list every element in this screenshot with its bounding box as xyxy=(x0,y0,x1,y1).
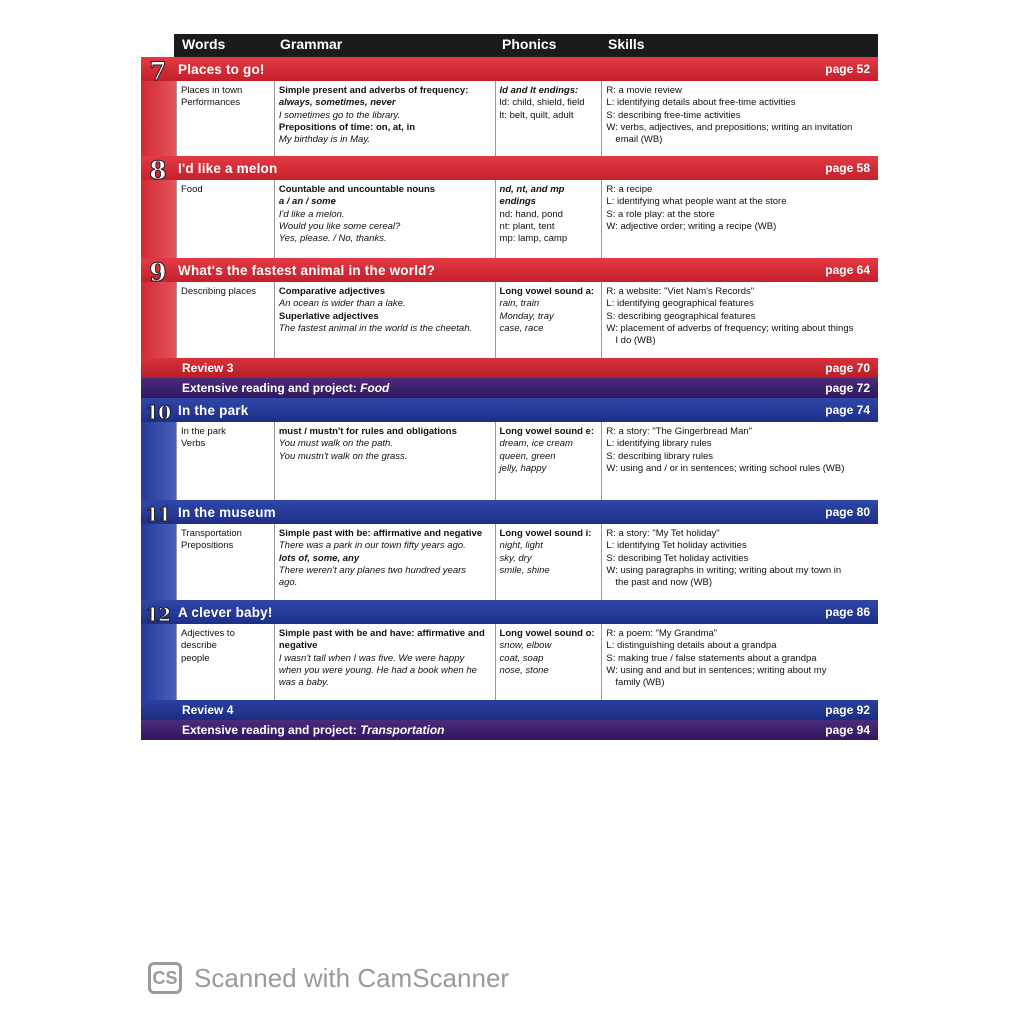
header-words: Words xyxy=(182,36,226,52)
unit-grammar-cell xyxy=(275,81,496,156)
unit-number: 11 xyxy=(145,504,171,526)
phonics-line: coat, soap xyxy=(499,652,544,664)
phonics-line: case, race xyxy=(499,322,544,334)
unit-12 xyxy=(141,600,878,700)
phonics-line: night, light xyxy=(499,540,543,552)
grammar-line: My birthday is in May. xyxy=(278,134,371,146)
grammar-line: Countable and uncountable nouns xyxy=(278,184,436,195)
unit-grammar-cell xyxy=(275,524,496,600)
unit-words-cell xyxy=(177,180,275,258)
review-4-page: page 92 xyxy=(825,703,870,717)
unit-title: Places to go! xyxy=(178,61,265,77)
grammar-line: ago. xyxy=(278,577,298,589)
words-item: Transportation xyxy=(181,528,242,539)
grammar-line: Superlative adjectives xyxy=(278,310,379,322)
unit-10 xyxy=(141,398,878,500)
unit-phonics-cell xyxy=(496,624,603,700)
column-header-row xyxy=(174,34,878,57)
phonics-line: Long vowel sound e: xyxy=(499,426,595,437)
skills-line: S: a role play: at the store xyxy=(606,208,715,220)
phonics-line: Monday, tray xyxy=(499,310,554,322)
unit-grammar-cell xyxy=(275,180,496,258)
phonics-line: queen, green xyxy=(499,450,556,462)
unit-grammar-cell xyxy=(275,624,496,700)
phonics-line: nt: plant, tent xyxy=(499,220,555,232)
words-item: Food xyxy=(181,184,203,195)
unit-grammar-cell xyxy=(275,422,496,500)
skills-line: R: a story: "The Gingerbread Man" xyxy=(606,426,753,437)
watermark-text: Scanned with CamScanner xyxy=(194,962,510,993)
units-group-b xyxy=(141,398,878,700)
phonics-line: nd: hand, pond xyxy=(499,208,563,220)
extensive-reading-label: Extensive reading and project: Food xyxy=(182,381,390,395)
skills-line: email (WB) xyxy=(615,134,663,146)
phonics-line: nd, nt, and mp endings xyxy=(499,184,565,208)
words-item: Verbs xyxy=(181,438,206,450)
unit-7 xyxy=(141,57,878,156)
unit-number: 8 xyxy=(149,156,167,185)
unit-phonics-cell xyxy=(496,81,603,156)
unit-9 xyxy=(141,258,878,358)
grammar-line: negative xyxy=(278,640,318,652)
unit-content-row xyxy=(176,81,878,156)
grammar-line: There weren't any planes two hundred years xyxy=(278,564,467,576)
skills-line: L: distinguishing details about a grandpa xyxy=(606,640,777,652)
skills-line: R: a poem: "My Grandma" xyxy=(606,628,718,639)
review-4-bar[interactable] xyxy=(141,700,878,720)
unit-title: A clever baby! xyxy=(178,604,273,620)
unit-content-row xyxy=(176,422,878,500)
unit-11 xyxy=(141,500,878,600)
phonics-line: ld: child, shield, field xyxy=(499,97,585,109)
grammar-line: a / an / some xyxy=(278,196,336,208)
grammar-line: Simple present and adverbs of frequency: xyxy=(278,85,469,96)
skills-line: R: a story: "My Tet holiday" xyxy=(606,528,720,539)
unit-8 xyxy=(141,156,878,258)
unit-title-bar[interactable] xyxy=(141,600,878,624)
skills-line: I do (WB) xyxy=(615,335,656,347)
unit-page: page 86 xyxy=(825,605,870,619)
skills-line: S: describing free-time activities xyxy=(606,109,741,121)
header-phonics: Phonics xyxy=(502,36,557,52)
grammar-line: was a baby. xyxy=(278,677,329,689)
skills-line: R: a movie review xyxy=(606,85,682,96)
grammar-line: You must walk on the path. xyxy=(278,438,393,450)
phonics-line: Long vowel sound a: xyxy=(499,286,595,297)
unit-page: page 64 xyxy=(825,263,870,277)
skills-line: L: identifying Tet holiday activities xyxy=(606,540,747,552)
extensive-reading-food-bar[interactable] xyxy=(141,378,878,398)
words-item: Adjectives to describe xyxy=(181,628,235,652)
phonics-line: smile, shine xyxy=(499,564,550,576)
unit-skills-cell xyxy=(602,422,878,500)
review-4-label: Review 4 xyxy=(182,703,234,717)
words-item: In the park xyxy=(181,426,226,437)
unit-title: In the park xyxy=(178,402,249,418)
unit-phonics-cell xyxy=(496,524,603,600)
unit-content-row xyxy=(176,524,878,600)
phonics-line: nose, stone xyxy=(499,664,549,676)
grammar-line: Would you like some cereal? xyxy=(278,220,401,232)
unit-title: What's the fastest animal in the world? xyxy=(178,262,436,278)
skills-line: L: identifying geographical features xyxy=(606,298,754,310)
header-grammar: Grammar xyxy=(280,36,343,52)
review-3-label: Review 3 xyxy=(182,361,234,375)
unit-number: 10 xyxy=(145,402,171,424)
grammar-line: I wasn't tall when I was five. We were happy xyxy=(278,652,465,664)
grammar-line: Comparative adjectives xyxy=(278,286,385,297)
unit-title-bar[interactable] xyxy=(141,398,878,422)
words-item: Places in town xyxy=(181,85,243,96)
unit-title-bar[interactable] xyxy=(141,258,878,287)
extensive-reading-page: page 94 xyxy=(825,723,870,737)
skills-line: W: using and / or in sentences; writing school rules (WB) xyxy=(606,462,845,474)
phonics-line: Long vowel sound i: xyxy=(499,528,592,539)
unit-skills-cell xyxy=(602,624,878,700)
unit-words-cell xyxy=(177,282,275,358)
unit-content-row xyxy=(176,282,878,358)
extensive-reading-transportation-bar[interactable] xyxy=(141,720,878,740)
grammar-line: always, sometimes, never xyxy=(278,97,396,109)
unit-page: page 80 xyxy=(825,505,870,519)
unit-words-cell xyxy=(177,624,275,700)
grammar-line: lots of, some, any xyxy=(278,552,360,564)
unit-content-row xyxy=(176,180,878,258)
grammar-line: Yes, please. / No, thanks. xyxy=(278,233,387,245)
skills-line: S: describing geographical features xyxy=(606,310,756,322)
skills-line: W: verbs, adjectives, and prepositions; writing an invitation xyxy=(606,121,853,133)
unit-title: In the museum xyxy=(178,504,276,520)
skills-line: S: describing Tet holiday activities xyxy=(606,552,749,564)
grammar-line: You mustn't walk on the grass. xyxy=(278,450,408,462)
extensive-reading-label: Extensive reading and project: Transportation xyxy=(182,723,445,737)
unit-title: I'd like a melon xyxy=(178,160,278,176)
phonics-line: dream, ice cream xyxy=(499,438,573,450)
grammar-line: Simple past with be and have: affirmative and xyxy=(278,628,485,639)
words-item: Performances xyxy=(181,97,241,109)
unit-skills-cell xyxy=(602,524,878,600)
phonics-line: ld and lt endings: xyxy=(499,85,579,96)
grammar-line: must / mustn't for rules and obligations xyxy=(278,426,457,437)
header-skills: Skills xyxy=(608,36,645,52)
unit-number: 12 xyxy=(145,604,171,626)
grammar-line: There was a park in our town fifty years ago. xyxy=(278,540,466,552)
words-item: Prepositions xyxy=(181,540,234,552)
camscanner-watermark xyxy=(148,962,509,994)
skills-line: W: using and and but in sentences; writing about my xyxy=(606,664,827,676)
grammar-line: The fastest animal in the world is the cheetah. xyxy=(278,322,473,334)
unit-phonics-cell xyxy=(496,282,603,358)
skills-line: family (WB) xyxy=(615,677,665,689)
unit-page: page 58 xyxy=(825,161,870,175)
phonics-line: snow, elbow xyxy=(499,640,552,652)
review-3-page: page 70 xyxy=(825,361,870,375)
skills-line: W: placement of adverbs of frequency; writing about things xyxy=(606,322,854,334)
unit-title-bar[interactable] xyxy=(141,57,878,86)
unit-title-bar[interactable] xyxy=(141,156,878,185)
skills-line: W: using paragraphs in writing; writing about my town in xyxy=(606,564,842,576)
grammar-line: when you were young. He had a book when he xyxy=(278,664,477,676)
grammar-line: Simple past with be: affirmative and negative xyxy=(278,528,483,539)
unit-skills-cell xyxy=(602,180,878,258)
camscanner-logo-icon: CS xyxy=(148,962,182,994)
review-3-bar[interactable] xyxy=(141,358,878,378)
unit-skills-cell xyxy=(602,282,878,358)
contents-table xyxy=(141,34,878,740)
grammar-line: Prepositions of time: on, at, in xyxy=(278,121,416,133)
unit-phonics-cell xyxy=(496,422,603,500)
unit-words-cell xyxy=(177,524,275,600)
skills-line: W: adjective order; writing a recipe (WB) xyxy=(606,220,777,232)
phonics-line: rain, train xyxy=(499,298,540,310)
unit-skills-cell xyxy=(602,81,878,156)
unit-page: page 52 xyxy=(825,62,870,76)
skills-line: R: a website: "Viet Nam's Records" xyxy=(606,286,755,297)
grammar-line: I sometimes go to the library. xyxy=(278,109,401,121)
skills-line: L: identifying library rules xyxy=(606,438,712,450)
unit-page: page 74 xyxy=(825,403,870,417)
unit-words-cell xyxy=(177,422,275,500)
unit-title-bar[interactable] xyxy=(141,500,878,524)
phonics-line: mp: lamp, camp xyxy=(499,233,568,245)
unit-content-row xyxy=(176,624,878,700)
phonics-line: jelly, happy xyxy=(499,462,547,474)
grammar-line: I'd like a melon. xyxy=(278,208,345,220)
unit-grammar-cell xyxy=(275,282,496,358)
unit-number: 9 xyxy=(149,258,167,287)
unit-words-cell xyxy=(177,81,275,156)
unit-phonics-cell xyxy=(496,180,603,258)
units-group-a xyxy=(141,57,878,358)
extensive-reading-page: page 72 xyxy=(825,381,870,395)
skills-line: the past and now (WB) xyxy=(615,577,713,589)
words-item: people xyxy=(181,652,210,664)
phonics-line: sky, dry xyxy=(499,552,532,564)
skills-line: S: describing library rules xyxy=(606,450,714,462)
skills-line: L: identifying what people want at the store xyxy=(606,196,787,208)
skills-line: L: identifying details about free-time activities xyxy=(606,97,796,109)
grammar-line: An ocean is wider than a lake. xyxy=(278,298,406,310)
phonics-line: lt: belt, quilt, adult xyxy=(499,109,574,121)
unit-number: 7 xyxy=(149,57,167,86)
skills-line: R: a recipe xyxy=(606,184,653,195)
phonics-line: Long vowel sound o: xyxy=(499,628,595,639)
skills-line: S: making true / false statements about a grandpa xyxy=(606,652,817,664)
words-item: Describing places xyxy=(181,286,256,297)
